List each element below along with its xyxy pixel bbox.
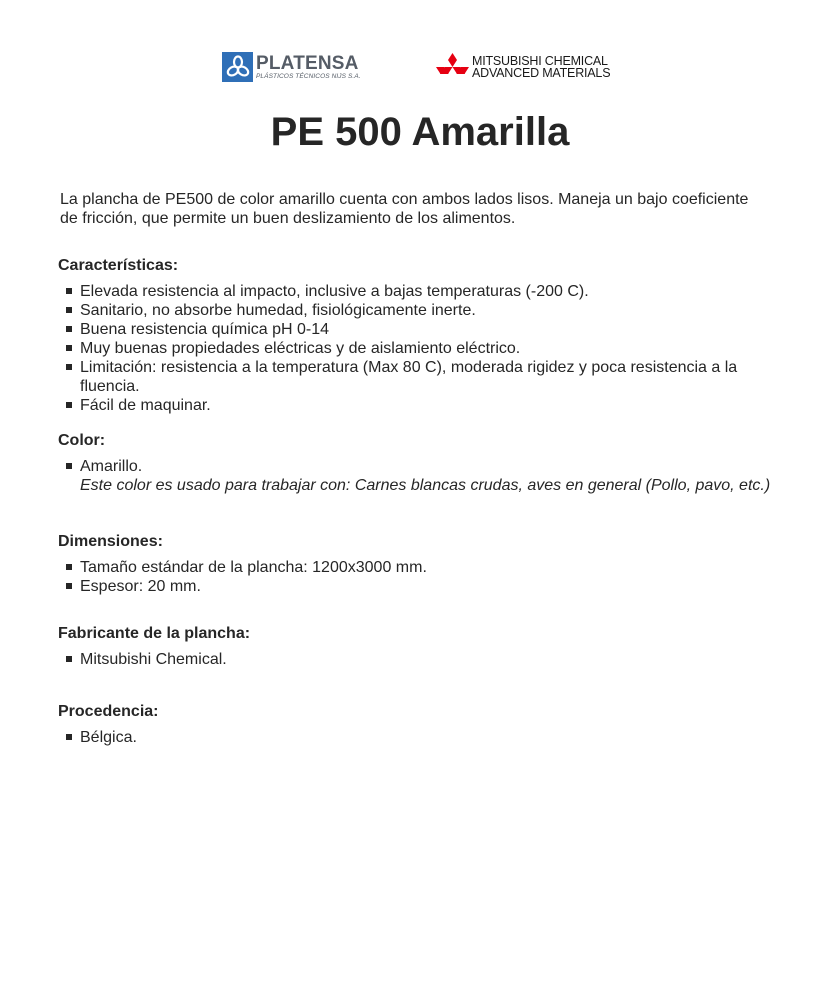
list-item xyxy=(58,301,788,320)
bullet-list xyxy=(58,282,788,415)
bullet-list xyxy=(58,650,788,669)
logo-bar xyxy=(0,50,840,84)
section-color xyxy=(58,431,788,495)
square-bullet-icon xyxy=(66,583,72,589)
list-item xyxy=(58,282,788,301)
color-usage-note: Este color es usado para trabajar con: Carnes blancas crudas, aves en general (Pollo, pavo, etc.) xyxy=(80,477,771,494)
list-item-text: Buena resistencia química pH 0-14 xyxy=(80,321,330,338)
list-item xyxy=(58,558,788,577)
list-item-text: Fácil de maquinar. xyxy=(80,397,211,414)
list-item-text: Mitsubishi Chemical. xyxy=(80,651,227,668)
bullet-list xyxy=(58,558,788,596)
list-item-text: Muy buenas propiedades eléctricas y de aislamiento eléctrico. xyxy=(80,340,521,357)
bullet-list xyxy=(58,457,788,495)
list-item-text: Elevada resistencia al impacto, inclusive a bajas temperaturas (-200 C). xyxy=(80,283,589,300)
mitsubishi-line2: ADVANCED MATERIALS xyxy=(472,66,611,80)
list-item-text: Tamaño estándar de la plancha: 1200x3000 mm. xyxy=(80,559,427,576)
mitsubishi-logo xyxy=(436,53,610,81)
list-item xyxy=(58,457,788,495)
list-item xyxy=(58,320,788,339)
mitsubishi-line1: MITSUBISHI CHEMICAL xyxy=(472,54,608,68)
list-item xyxy=(58,650,788,669)
list-item xyxy=(58,577,788,596)
list-item-text: Bélgica. xyxy=(80,729,137,746)
list-item-text: Amarillo. xyxy=(80,458,143,475)
section-heading: Dimensiones: xyxy=(58,533,163,550)
intro-paragraph: La plancha de PE500 de color amarillo cuenta con ambos lados lisos. Maneja un bajo coeficiente de fricción, que permite un buen deslizamiento de los alimentos. xyxy=(60,191,749,227)
list-item xyxy=(58,358,788,396)
section-fabricante xyxy=(58,624,788,669)
section-heading: Fabricante de la plancha: xyxy=(58,625,251,642)
section-heading: Color: xyxy=(58,432,106,449)
platensa-trefoil-icon xyxy=(222,52,253,82)
list-item-text: Limitación: resistencia a la temperatura (Max 80 C), moderada rigidez y poca resistencia a la fluencia. xyxy=(80,359,738,395)
square-bullet-icon xyxy=(66,564,72,570)
square-bullet-icon xyxy=(66,402,72,408)
square-bullet-icon xyxy=(66,326,72,332)
platensa-logo xyxy=(222,52,361,82)
square-bullet-icon xyxy=(66,656,72,662)
section-procedencia xyxy=(58,702,788,747)
list-item xyxy=(58,339,788,358)
section-caracteristicas xyxy=(58,256,788,415)
list-item-text: Sanitario, no absorbe humedad, fisiológicamente inerte. xyxy=(80,302,476,319)
square-bullet-icon xyxy=(66,288,72,294)
list-item xyxy=(58,728,788,747)
square-bullet-icon xyxy=(66,345,72,351)
platensa-subtitle: PLÁSTICOS TÉCNICOS NIJS S.A. xyxy=(256,72,361,80)
section-dimensiones xyxy=(58,532,788,596)
square-bullet-icon xyxy=(66,463,72,469)
bullet-list xyxy=(58,728,788,747)
platensa-name: PLATENSA xyxy=(256,52,359,74)
square-bullet-icon xyxy=(66,734,72,740)
mitsubishi-diamonds-icon xyxy=(436,53,469,81)
list-item-text: Espesor: 20 mm. xyxy=(80,578,201,595)
list-item xyxy=(58,396,788,415)
square-bullet-icon xyxy=(66,307,72,313)
section-heading: Procedencia: xyxy=(58,703,159,720)
section-heading: Características: xyxy=(58,257,179,274)
square-bullet-icon xyxy=(66,364,72,370)
page-title: PE 500 Amarilla xyxy=(270,110,570,154)
